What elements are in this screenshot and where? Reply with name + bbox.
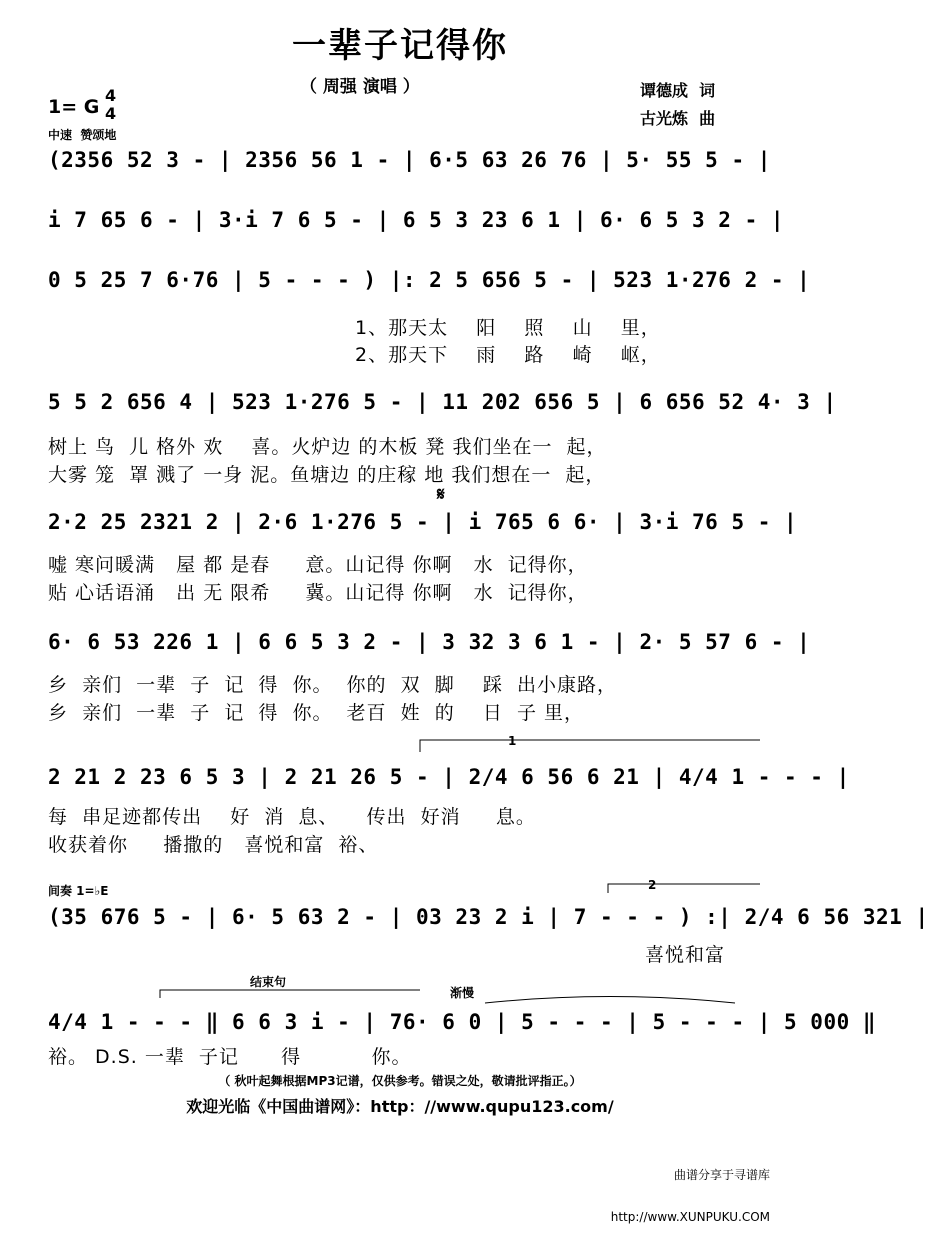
lyric-line-3-verse-2: 2、那天下 雨 路 崎 岖， [355,344,661,366]
lyric-line-3-verse-1: 1、那天太 阳 照 山 里， [355,317,661,339]
notation-line-6: 6· 6 53 226 1 | 6 6 5 3 2 - | 3 32 3 6 1 - | 2· 5 57 6 - | [48,630,811,654]
lyric-line-5-verse-2: 贴 心话语涌 出 无 限希 冀。山记得 你啊 水 记得你， [48,582,588,604]
time-signature-bottom: 4 [105,104,117,123]
lyric-line-5-verse-1: 嘘 寒问暖满 屋 都 是春 意。山记得 你啊 水 记得你， [48,554,588,576]
notation-line-8: (35 676 5 - | 6· 5 63 2 - | 03 23 2 i | 7 - - - ) :| 2/4 6 56 321 | [48,905,929,929]
lyric-line-4-verse-1: 树上 鸟 儿 格外 欢 喜。火炉边 的木板 凳 我们坐在一 起， [48,436,607,458]
site-welcome-link[interactable]: 欢迎光临《中国曲谱网》：http：//www.qupu123.com/ [186,1097,614,1116]
notation-line-3: 0 5 25 7 6·76 | 5 - - - ) |: 2 5 656 5 - | 523 1·276 2 - | [48,268,811,292]
time-signature-top: 4 [105,86,117,105]
lyric-line-4-verse-2: 大雾 笼 罩 溅了 一身 泥。鱼塘边 的庄稼 地 我们想在一 起， [48,464,606,486]
notation-line-5: 2·2 25 2321 2 | 2·6 1·276 5 - | i 765 6 6· | 3·i 76 5 - | [48,510,798,534]
ritardando-slur [485,997,735,1004]
volta-2-bracket [608,884,760,893]
volta-1-bracket [420,740,760,752]
tempo-marking: 中速 赞颂地 [48,128,117,142]
watermark-url: http://www.XUNPUKU.COM [610,1210,770,1224]
lyricist-credit: 谭德成 词 [640,81,716,100]
lyric-line-6-verse-2: 乡 亲们 一辈 子 记 得 你。 老百 姓 的 日 子 里， [48,702,584,724]
notation-line-9: 4/4 1 - - - ‖ 6 6 3 i - | 76· 6 0 | 5 - - - | 5 - - - | 5 000 ‖ [48,1010,877,1034]
transcription-note: （ 秋叶起舞根据MP3记谱，仅供参考。错误之处，敬请批评指正。） [218,1074,582,1088]
composer-credit: 古光炼 曲 [640,109,716,128]
notation-line-7: 2 21 2 23 6 5 3 | 2 21 26 5 - | 2/4 6 56 6 21 | 4/4 1 - - - | [48,765,850,789]
lyric-line-7-verse-1: 每 串足迹都传出 好 消 息、 传出 好消 息。 [48,806,536,828]
lyric-line-6-verse-1: 乡 亲们 一辈 子 记 得 你。 你的 双 脚 踩 出小康路， [48,674,617,696]
key-signature: 1= G [48,96,100,118]
interlude-label: 间奏 1=♭E [48,884,109,898]
volta-2-label: 2 [648,878,657,892]
ending-phrase-label: 结束句 [250,975,287,989]
notation-line-4: 5 5 2 656 4 | 523 1·276 5 - | 11 202 656 5 | 6 656 52 4· 3 | [48,390,837,414]
segno-sign: 𝄋 [437,484,445,505]
notation-line-2: i 7 65 6 - | 3·i 7 6 5 - | 6 5 3 23 6 1 | 6· 6 5 3 2 - | [48,208,785,232]
lyric-line-8-verse-1: 喜悦和富 [645,944,726,966]
singer-credit: （ 周强 演唱 ） [300,77,420,97]
watermark-title: 曲谱分享于寻谱库 [673,1168,770,1182]
ritardando-label: 渐慢 [450,986,475,1000]
lyric-line-9-verse-1: 裕。 D.S. 一辈 子记 得 你。 [48,1046,412,1068]
notation-line-1: (2356 52 3 - | 2356 56 1 - | 6·5 63 26 76 | 5· 55 5 - | [48,148,771,172]
ending-phrase-bracket [160,990,420,998]
volta-1-label: 1 [508,734,517,748]
lyric-line-7-verse-2: 收获着你 播撒的 喜悦和富 裕、 [48,834,379,856]
song-title: 一辈子记得你 [292,26,508,66]
